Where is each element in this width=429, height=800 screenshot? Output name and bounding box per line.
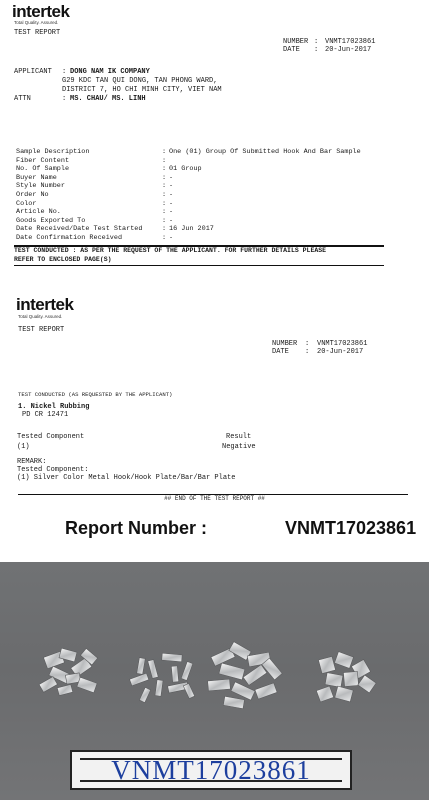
remark-label: REMARK: bbox=[17, 458, 47, 466]
applicant-address-1: G29 KDC TAN QUI DONG, TAN PHONG WARD, bbox=[62, 77, 218, 85]
detail-label: Sample Description bbox=[16, 148, 90, 156]
date-label: DATE bbox=[272, 348, 289, 356]
test-conducted-note-2: REFER TO ENCLOSED PAGE(S) bbox=[14, 256, 112, 263]
detail-value: 01 Group bbox=[169, 165, 202, 174]
detail-label: Order No bbox=[16, 191, 49, 199]
logo-tagline: Total Quality. Assured. bbox=[18, 314, 63, 319]
end-of-report: ## END OF THE TEST REPORT ## bbox=[164, 495, 265, 502]
sample-group-3 bbox=[208, 642, 283, 709]
detail-label: Goods Exported To bbox=[16, 216, 86, 225]
detail-label: Date Received/Date Test Started bbox=[16, 225, 143, 234]
applicant-label: APPLICANT bbox=[14, 68, 52, 76]
number-value: VNMT17023861 bbox=[325, 38, 376, 46]
remark-line-1: Tested Component: bbox=[17, 466, 89, 474]
intertek-logo: intertek bbox=[16, 295, 74, 314]
detail-value: - bbox=[169, 191, 174, 199]
sample-photo bbox=[0, 562, 429, 800]
number-colon: : bbox=[314, 38, 319, 46]
number-label: NUMBER bbox=[283, 38, 309, 46]
detail-label: No. Of Sample bbox=[16, 165, 70, 174]
strip-report-number: VNMT17023861 bbox=[111, 755, 311, 785]
test-name: 1. Nickel Rubbing bbox=[18, 403, 90, 411]
remark-line-2: (1) Silver Color Metal Hook/Hook Plate/Bar/Bar Plate bbox=[17, 474, 236, 482]
detail-colon: : bbox=[162, 148, 167, 156]
applicant-name: DONG NAM IK COMPANY bbox=[70, 68, 150, 76]
attn-value: MS. CHAU/ MS. LINH bbox=[70, 95, 146, 103]
detail-colon: : bbox=[162, 216, 167, 225]
detail-colon: : bbox=[162, 173, 167, 182]
number-colon: : bbox=[305, 340, 310, 348]
detail-value: - bbox=[169, 199, 174, 208]
report-title: TEST REPORT bbox=[14, 29, 61, 37]
logo-tagline: Total Quality. Assured. bbox=[14, 20, 59, 25]
detail-label: Article No. bbox=[16, 208, 61, 217]
detail-value: - bbox=[169, 216, 174, 225]
sample-group-4 bbox=[316, 652, 376, 702]
sample-group-1 bbox=[39, 648, 98, 696]
detail-value: 16 Jun 2017 bbox=[169, 225, 214, 234]
component-header: Tested Component bbox=[17, 433, 85, 441]
detail-colon: : bbox=[162, 208, 167, 217]
component-value: (1) bbox=[17, 443, 30, 451]
detail-label: Color bbox=[16, 199, 37, 208]
result-header: Result bbox=[226, 433, 252, 441]
applicant-colon: : bbox=[62, 68, 67, 76]
detail-value: - bbox=[169, 208, 174, 217]
detail-colon: : bbox=[162, 165, 167, 174]
date-label: DATE bbox=[283, 46, 300, 54]
detail-colon: : bbox=[162, 156, 167, 165]
detail-colon: : bbox=[162, 234, 167, 242]
report-number-label-strip bbox=[70, 750, 352, 790]
report-title: TEST REPORT bbox=[18, 326, 65, 334]
number-label: NUMBER bbox=[272, 340, 298, 348]
detail-colon: : bbox=[162, 199, 167, 208]
detail-label: Date Confirmation Received bbox=[16, 234, 123, 242]
detail-colon: : bbox=[162, 182, 167, 191]
date-colon: : bbox=[305, 348, 310, 356]
detail-value: - bbox=[169, 234, 174, 242]
sample-group-2 bbox=[130, 653, 195, 702]
detail-label: Buyer Name bbox=[16, 173, 57, 182]
date-value: 20-Jun-2017 bbox=[325, 46, 372, 54]
detail-colon: : bbox=[162, 191, 167, 199]
divider bbox=[14, 265, 384, 266]
result-value: Negative bbox=[222, 443, 256, 451]
applicant-address-2: DISTRICT 7, HO CHI MINH CITY, VIET NAM bbox=[62, 86, 222, 94]
detail-value: - bbox=[169, 182, 174, 191]
attn-colon: : bbox=[62, 95, 67, 103]
date-colon: : bbox=[314, 46, 319, 54]
intertek-logo: intertek bbox=[12, 2, 70, 21]
detail-colon: : bbox=[162, 225, 167, 234]
detail-value: - bbox=[169, 173, 174, 182]
test-conducted-heading: TEST CONDUCTED (AS REQUESTED BY THE APPLICANT) bbox=[18, 391, 173, 398]
detail-label: Fiber Content bbox=[16, 156, 70, 165]
report-number-label: Report Number : bbox=[65, 518, 208, 538]
number-value: VNMT17023861 bbox=[317, 340, 368, 348]
test-conducted-note-1: TEST CONDUCTED : AS PER THE REQUEST OF THE APPLICANT. FOR FURTHER DETAILS PLEASE bbox=[14, 247, 327, 254]
report-number-value: VNMT17023861 bbox=[285, 518, 417, 538]
date-value: 20-Jun-2017 bbox=[317, 348, 364, 356]
attn-label: ATTN bbox=[14, 95, 31, 103]
detail-label: Style Number bbox=[16, 182, 65, 191]
test-method: PD CR 12471 bbox=[22, 411, 69, 419]
detail-value: One (01) Group Of Submitted Hook And Bar Sample bbox=[169, 148, 361, 156]
